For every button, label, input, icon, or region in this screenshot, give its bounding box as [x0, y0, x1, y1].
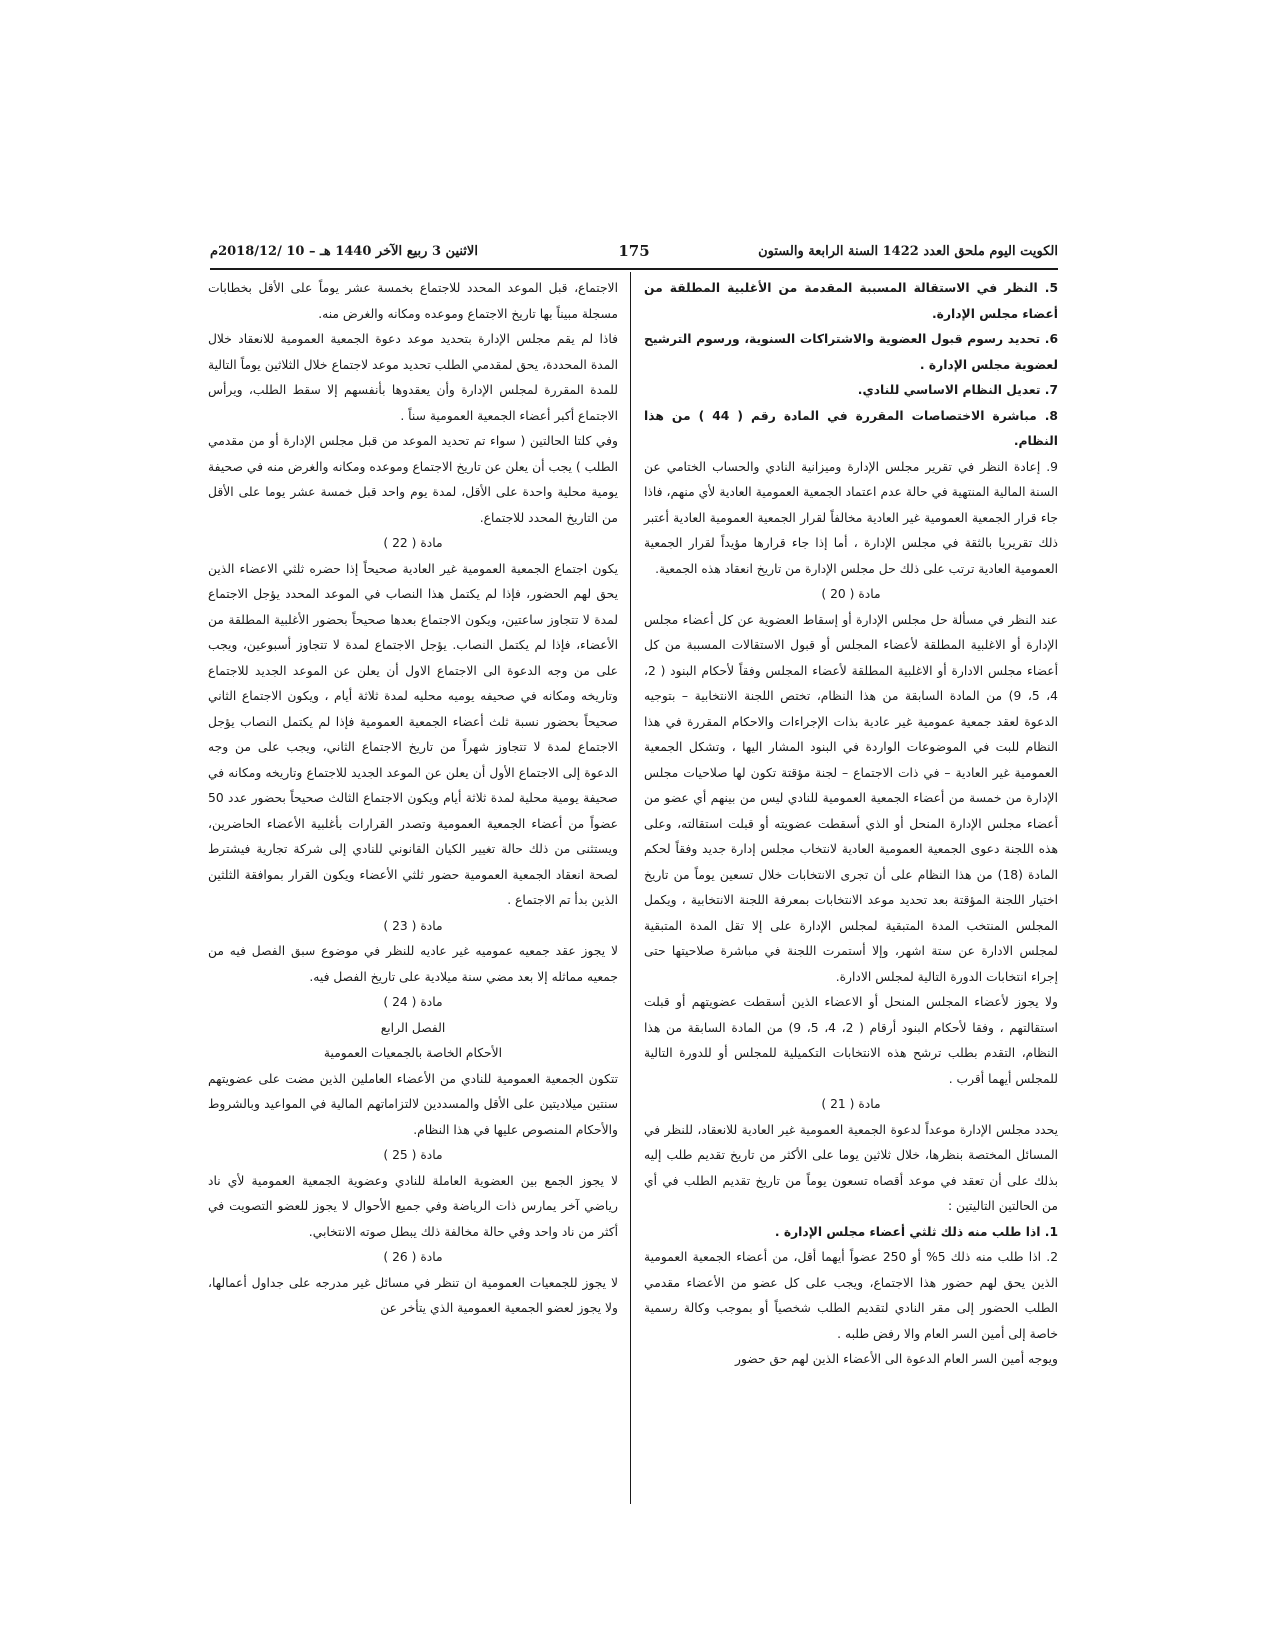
paragraph: ولا يجوز لأعضاء المجلس المنحل أو الاعضاء الذين أسقطت عضويتهم أو قبلت استقالتهم ، وفقا لأحكام البنود أرقام ( 2، 4، 5، 9) من المادة السابقة من هذا النظام، التقدم بطلب ترشح هذه الانتخابات التكميلية للمجلس أو للدورة التالية للمجلس أيهما أقرب . — [644, 995, 1058, 1086]
paragraph: فاذا لم يقم مجلس الإدارة بتحديد موعد دعوة الجمعية العمومية للانعقاد خلال المدة المحددة، يحق لمقدمي الطلب تحديد موعد لاجتماع خلال الثلاثين يوماً التالية للمدة المقررة لمجلس الإدارة وأن يعقدوها بأنفسهم إلا سقط الطلب، ويرأس الاجتماع أكبر أعضاء الجمعية العمومية سناً . — [208, 332, 618, 423]
paragraph: ويوجه أمين السر العام الدعوة الى الأعضاء الذين لهم حق حضور — [735, 1352, 1058, 1366]
header-date: الاثنين 3 ربيع الآخر 1440 هـ – 10 /2018/12م — [210, 244, 478, 259]
paragraph: 8. مباشرة الاختصاصات المقررة في المادة رقم ( 44 ) من هذا النظام. — [644, 408, 1058, 448]
paragraph: يكون اجتماع الجمعية العمومية غير العادية صحيحاً إذا حضره ثلثي الاعضاء الذين يحق لهم الحضور، فإذا لم يكتمل هذا النصاب في الموعد المحدد يؤجل الاجتماع لمدة لا تتجاوز ساعتين، ويكون الاجتماع بعدها صحيحاً بحضور الأغلبية المطلقة من الأعضاء، فإذا لم يكتمل النصاب. يؤجل الاجتماع لمدة لا تتجاوز أسبوعين، ويجب على من وجه الدعوة الى الاجتماع الاول أن يعلن عن الموعد الجديد للاجتماع وتاريخه ومكانه في صحيفه يوميه محليه لمدة ثلاثة أيام ، ويكون الاجتماع الثاني صحيحاً بحضور نسبة ثلث أعضاء الجمعية العمومية فإذا لم يكتمل النصاب يؤجل الاجتماع لمدة لا تتجاوز شهراً من تاريخ الاجتماع الثاني، ويجب على من وجه الدعوة إلى الاجتماع الأول أن يعلن عن الموعد الجديد للاجتماع وتاريخه ومكانه في صحيفة يومية محلية لمدة ثلاثة أيام ويكون الاجتماع الثالث صحيحاً بحضور عدد 50 عضواً من أعضاء الجمعية العمومية وتصدر القرارات بأغلبية الأعضاء الحاضرين، ويستثنى من ذلك حالة تغيير الكيان القانوني للنادي إلى شركة تجارية فيشترط لصحة انعقاد الجمعية العمومية حضور ثلثي الأعضاء ويكون القرار بموافقة الثلثين الذين بدأ تم الاجتماع . — [208, 561, 618, 907]
left-column — [208, 276, 618, 1322]
page-number: 175 — [618, 242, 650, 260]
paragraph: الاجتماع، قبل الموعد المحدد للاجتماع بخمسة عشر يوماً على الأقل بخطابات مسجلة مبيناً بها تاريخ الاجتماع وموعده ومكانه والغرض منه. — [208, 281, 618, 321]
paragraph: 9. إعادة النظر في تقرير مجلس الإدارة وميزانية النادي والحساب الختامي عن السنة المالية المنتهية في حالة عدم اعتماد الجمعية العمومية العادية لأي منهم، فاذا جاء قرار الجمعية العمومية غير العادية مخالفاً لقرار الجمعية العمومية العادية أعتبر ذلك تقريريا بالثقة في مجلس الإدارة ، أما إذا جاء قرارها مؤيداً لقرار الجمعية العمومية العادية ترتب على ذلك حل مجلس الإدارة من تاريخ انعقاد هذه الجمعية. — [644, 459, 1058, 576]
paragraph: 1. اذا طلب منه ذلك ثلثي أعضاء مجلس الإدارة . — [774, 1224, 1058, 1239]
paragraph: 6. تحديد رسوم قبول العضوية والاشتراكات السنوية، ورسوم الترشيح لعضوية مجلس الإدارة . — [644, 332, 1058, 372]
column-divider — [630, 272, 631, 1504]
article-heading: الفصل الرابع — [380, 1020, 446, 1035]
paragraph: 7. تعديل النظام الاساسي للنادي. — [857, 383, 1058, 397]
paragraph: 5. النظر في الاستقالة المسببة المقدمة من الأغلبية المطلقة من أعضاء مجلس الإدارة. — [644, 281, 1058, 321]
right-column — [644, 276, 1058, 1373]
article-heading: مادة ( 21 ) — [821, 1097, 881, 1111]
article-heading: مادة ( 20 ) — [821, 587, 881, 601]
article-heading: مادة ( 24 ) — [383, 995, 443, 1009]
paragraph: لا يجوز الجمع بين العضوية العاملة للنادي وعضوية الجمعية العمومية لأي ناد رياضي آخر يمارس ذات الرياضة وفي جميع الأحوال لا يجوز للعضو التصويت في أكثر من ناد واحد وفي حالة مخالفة ذلك يبطل صوته الانتخابي. — [208, 1173, 618, 1239]
page-header — [210, 244, 1058, 268]
article-heading: مادة ( 25 ) — [383, 1148, 443, 1162]
paragraph: عند النظر في مسألة حل مجلس الإدارة أو إسقاط العضوية عن كل أعضاء مجلس الإدارة أو الاغلبية المطلقة لأعضاء المجلس أو قبول الاستقالات المسببة من كل أعضاء مجلس الادارة أو الاغلبية المطلقة لأعضاء المجلس وفقاً لأحكام البنود ( 2، 4، 5، 9) من المادة السابقة من هذا النظام، تختص اللجنة الانتخابية – بتوجيه الدعوة لعقد جمعية عمومية غير عادية بذات الإجراءات والاحكام المقررة في هذا النظام للبت في الموضوعات الواردة في البنود المشار اليها ، وتشكل الجمعية العمومية غير العادية – في ذات الاجتماع – لجنة مؤقتة تكون لها صلاحيات مجلس الإدارة من خمسة من أعضاء الجمعية العمومية للنادي ليس من بينهم أي عضو من أعضاء مجلس الإدارة المنحل أو الذي أسقطت عضويته أو قبلت استقالته، وعلى هذه اللجنة دعوى الجمعية العمومية العادية لانتخاب مجلس إدارة جديد وفقاً لحكم المادة (18) من هذا النظام على أن تجرى الانتخابات خلال تسعين يوماً من تاريخ اختيار اللجنة المؤقتة بعد تحديد موعد الانتخابات بمعرفة اللجنة الانتخابية ، ويكمل المجلس المنتخب المدة المتبقية لمجلس الإدارة على إلا تقل المدة المتبقية لمجلس الادارة عن ستة اشهر، وإلا أستمرت اللجنة في مباشرة صلاحيتها حتى إجراء انتخابات الدورة التالية لمجلس الادارة. — [644, 612, 1058, 984]
article-heading: مادة ( 23 ) — [383, 918, 443, 933]
paragraph: يحدد مجلس الإدارة موعداً لدعوة الجمعية العمومية غير العادية للانعقاد، للنظر في المسائل المختصة بنظرها، خلال ثلاثين يوما على الأكثر من تاريخ تقديم طلب إليه بذلك على أن تعقد في موعد أقصاه تسعون يوماً من تاريخ تقديم الطلب في أي من الحالتين التاليتين : — [644, 1122, 1058, 1213]
header-publication-info: الكويت اليوم ملحق العدد 1422 السنة الرابعة والستون — [758, 244, 1058, 259]
paragraph: وفي كلتا الحالتين ( سواء تم تحديد الموعد من قبل مجلس الإدارة أو من مقدمي الطلب ) يجب أن يعلن عن تاريخ الاجتماع وموعده ومكانه والغرض منه في صحيفة يومية محلية واحدة على الأقل، لمدة يوم واحد قبل خمسة عشر يوما على الأقل من التاريخ المحدد للاجتماع. — [208, 434, 618, 525]
paragraph: تتكون الجمعية العمومية للنادي من الأعضاء العاملين الذين مضت على عضويتهم سنتين ميلاديتين على الأقل والمسددين لالتزاماتهم المالية في المواعيد وبالشروط والأحكام المنصوص عليها في هذا النظام. — [208, 1071, 618, 1137]
header-rule — [210, 268, 1058, 270]
article-heading: مادة ( 26 ) — [383, 1250, 443, 1264]
article-heading: الأحكام الخاصة بالجمعيات العمومية — [323, 1046, 503, 1060]
paragraph: لا يجوز للجمعيات العمومية ان تنظر في مسائل غير مدرجه على جداول أعمالها، ولا يجوز لعضو الجمعية العمومية الذي يتأخر عن — [208, 1275, 618, 1315]
paragraph: لا يجوز عقد جمعيه عموميه غير عاديه للنظر في موضوع سبق الفصل فيه من جمعيه مماثله إلا بعد مضي سنة ميلادية على تاريخ الفصل فيه. — [208, 944, 618, 984]
article-heading: مادة ( 22 ) — [383, 536, 443, 550]
paragraph: 2. اذا طلب منه ذلك 5% أو 250 عضواً أيهما أقل، من أعضاء الجمعية العمومية الذين يحق لهم حضور هذا الاجتماع، ويجب على كل عضو من الأعضاء مقدمي الطلب الحضور إلى مقر النادي لتقديم الطلب شخصياً أو بموجب وكالة رسمية خاصة إلى أمين السر العام والا رفض طلبه . — [644, 1250, 1059, 1341]
